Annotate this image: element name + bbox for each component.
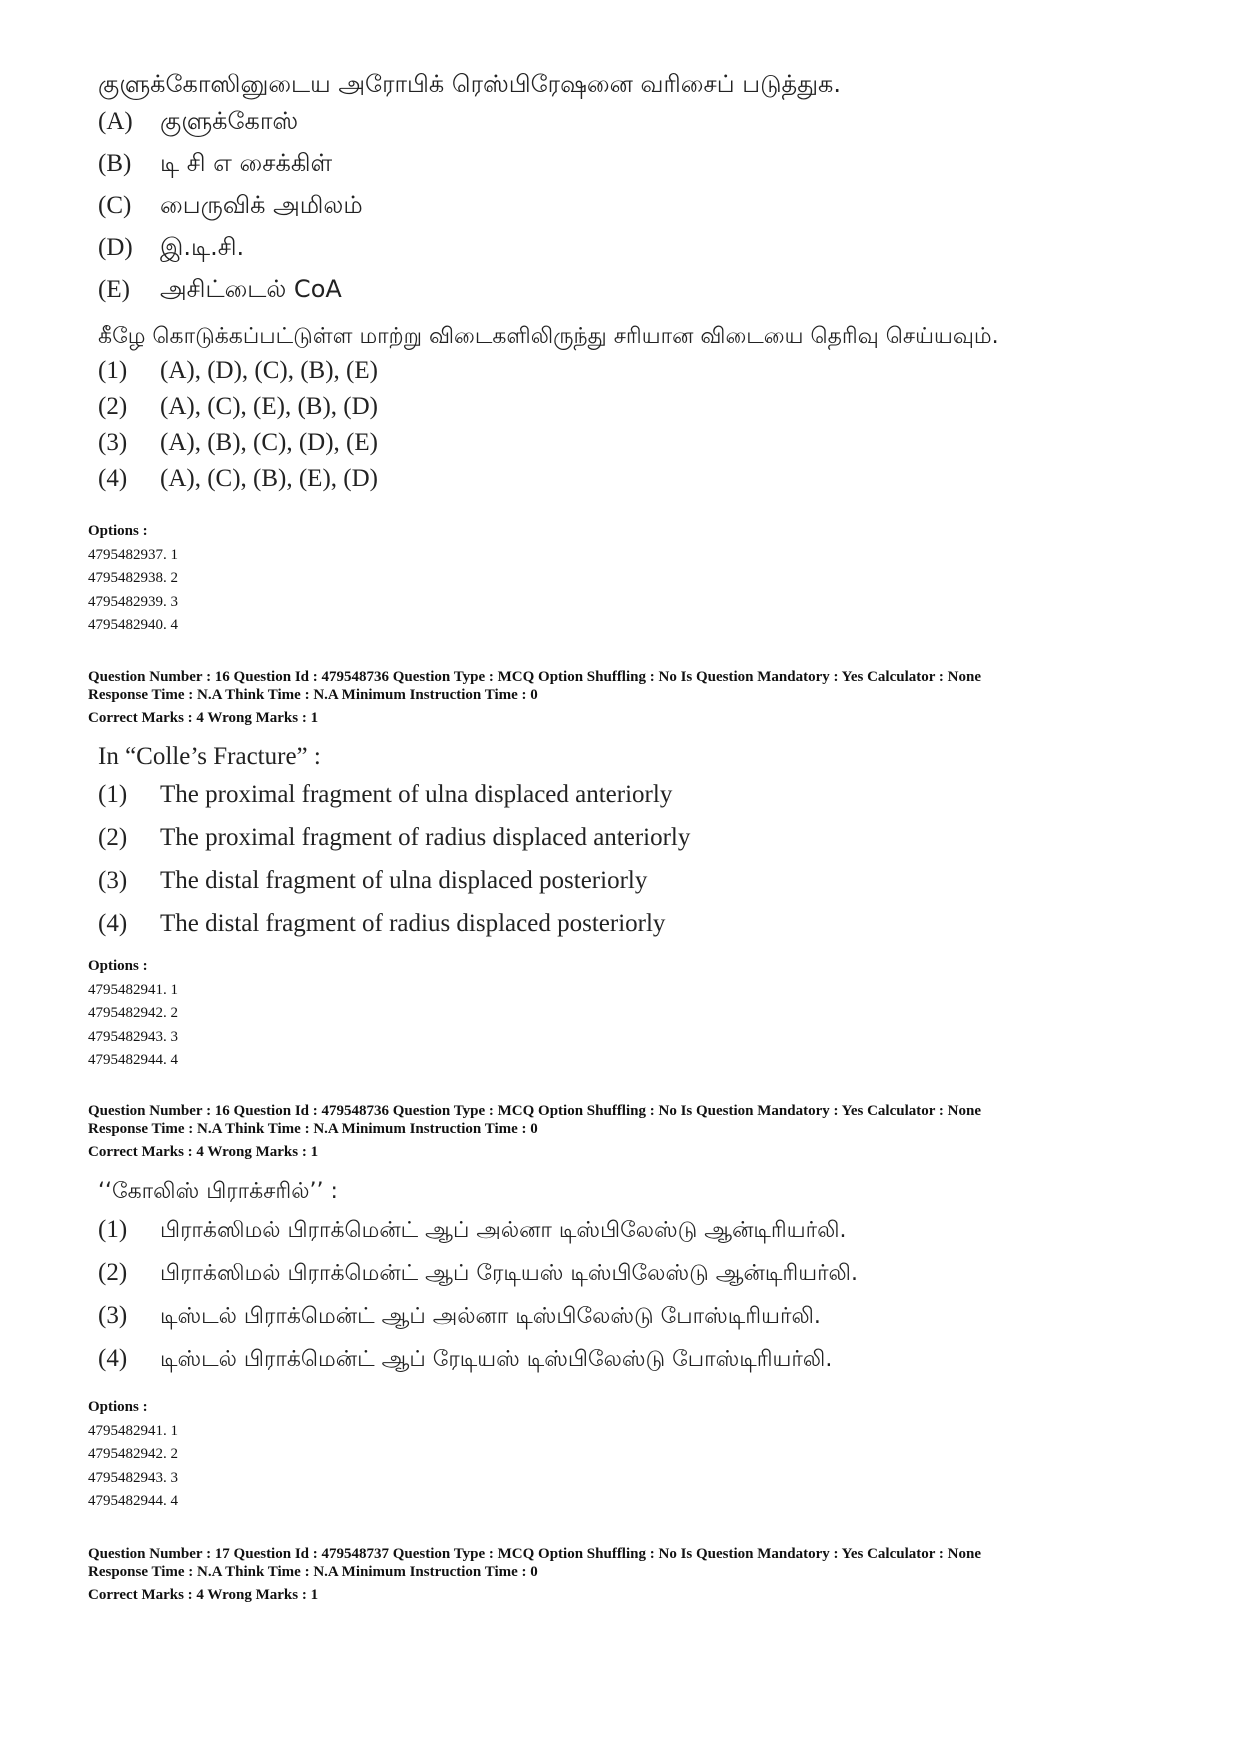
item-text: டி சி எ சைக்கிள் — [160, 149, 333, 177]
marks-info-line: Correct Marks : 4 Wrong Marks : 1 — [88, 1587, 319, 1603]
answer-choice — [98, 357, 1178, 393]
choice-label: (2) — [98, 1259, 128, 1286]
item-label: (E) — [98, 276, 130, 303]
answer-choice — [98, 1216, 1178, 1259]
choice-label: (1) — [98, 781, 128, 808]
choice-text: பிராக்ஸிமல் பிராக்மென்ட் ஆப் அல்னா டிஸ்பிலேஸ்டு ஆன்டிரியர்லி. — [160, 1218, 847, 1243]
option-id: 4795482944. 4 — [88, 1052, 178, 1068]
option-id: 4795482943. 3 — [88, 1028, 178, 1045]
sequence-item — [98, 191, 1178, 233]
question-meta — [88, 1545, 981, 1604]
choice-text: பிராக்ஸிமல் பிராக்மென்ட் ஆப் ரேடியஸ் டிஸ்பிலேஸ்டு ஆன்டிரியர்லி. — [160, 1261, 858, 1286]
question-meta — [88, 1102, 981, 1161]
item-label: (D) — [98, 234, 133, 261]
options-list — [88, 955, 178, 1073]
answer-choice — [98, 781, 1098, 824]
answer-choice — [98, 1345, 1178, 1388]
choice-text: டிஸ்டல் பிராக்மென்ட் ஆப் ரேடியஸ் டிஸ்பிலேஸ்டு போஸ்டிரியர்லி. — [160, 1347, 833, 1372]
question-meta — [88, 668, 981, 727]
choice-text: The proximal fragment of ulna displaced anteriorly — [160, 781, 673, 808]
answer-choice — [98, 910, 1098, 953]
answer-choice — [98, 465, 1178, 501]
option-id: 4795482941. 1 — [88, 981, 178, 998]
choice-text: (A), (D), (C), (B), (E) — [160, 357, 378, 384]
choice-label: (1) — [98, 1216, 128, 1243]
options-list — [88, 1396, 178, 1514]
answer-choice — [98, 867, 1098, 910]
question-info-line: Question Number : 16 Question Id : 479548736 Question Type : MCQ Option Shuffling : No Is Question Mandatory : Yes Calculator : None — [88, 669, 981, 685]
question-16-tamil-image — [98, 1172, 1178, 1388]
question-info-line: Question Number : 17 Question Id : 479548737 Question Type : MCQ Option Shuffling : No Is Question Mandatory : Yes Calculator : None — [88, 1546, 981, 1562]
choice-text: (A), (C), (E), (B), (D) — [160, 393, 378, 420]
item-label: (C) — [98, 192, 132, 219]
choice-label: (4) — [98, 465, 128, 492]
choice-label: (1) — [98, 357, 128, 384]
question-info-line: Question Number : 16 Question Id : 479548736 Question Type : MCQ Option Shuffling : No Is Question Mandatory : Yes Calculator : None — [88, 1103, 981, 1119]
timing-info-line: Response Time : N.A Think Time : N.A Minimum Instruction Time : 0 — [88, 1121, 538, 1137]
answer-choice — [98, 824, 1098, 867]
choice-label: (2) — [98, 824, 128, 851]
question-stem: குளுக்கோஸினுடைய அரோபிக் ரெஸ்பிரேஷனை வரிசைப் படுத்துக. — [98, 70, 841, 98]
option-id: 4795482941. 1 — [88, 1422, 178, 1439]
marks-info-line: Correct Marks : 4 Wrong Marks : 1 — [88, 1144, 319, 1160]
question-instruction: கீழே கொடுக்கப்பட்டுள்ள மாற்று விடைகளிலிருந்து சரியான விடையை தெரிவு செய்யவும். — [98, 324, 999, 349]
answer-choice — [98, 393, 1178, 429]
choice-label: (3) — [98, 429, 128, 456]
item-text: குளுக்கோஸ் — [160, 107, 299, 135]
timing-info-line: Response Time : N.A Think Time : N.A Minimum Instruction Time : 0 — [88, 687, 538, 703]
answer-choice — [98, 1259, 1178, 1302]
option-id: 4795482937. 1 — [88, 546, 178, 563]
option-id: 4795482943. 3 — [88, 1469, 178, 1486]
option-id: 4795482942. 2 — [88, 1005, 178, 1021]
choice-text: The distal fragment of radius displaced posteriorly — [160, 910, 666, 937]
item-label: (A) — [98, 108, 133, 135]
choice-text: The proximal fragment of radius displaced anteriorly — [160, 824, 691, 851]
option-id: 4795482944. 4 — [88, 1493, 178, 1509]
item-text: இ.டி.சி. — [160, 233, 245, 261]
question-15-image — [98, 64, 1178, 501]
timing-info-line: Response Time : N.A Think Time : N.A Minimum Instruction Time : 0 — [88, 1564, 538, 1580]
options-heading: Options : — [88, 958, 148, 974]
item-text: அசிட்டைல் CoA — [160, 275, 342, 303]
marks-info-line: Correct Marks : 4 Wrong Marks : 1 — [88, 710, 319, 726]
answer-choice — [98, 1302, 1178, 1345]
option-id: 4795482939. 3 — [88, 593, 178, 610]
options-heading: Options : — [88, 1399, 148, 1415]
question-stem: In “Colle’s Fracture” : — [98, 743, 321, 770]
option-id: 4795482940. 4 — [88, 617, 178, 633]
choice-text: டிஸ்டல் பிராக்மென்ட் ஆப் அல்னா டிஸ்பிலேஸ்டு போஸ்டிரியர்லி. — [160, 1304, 821, 1329]
options-heading: Options : — [88, 523, 148, 539]
choice-label: (3) — [98, 1302, 128, 1329]
options-list — [88, 520, 178, 638]
choice-text: (A), (C), (B), (E), (D) — [160, 465, 378, 492]
choice-label: (3) — [98, 867, 128, 894]
choice-label: (4) — [98, 1345, 128, 1372]
choice-label: (4) — [98, 910, 128, 937]
question-stem: ‘‘கோலிஸ் பிராக்சரில்’’ : — [98, 1179, 338, 1204]
question-16-image — [98, 737, 1098, 953]
sequence-item — [98, 275, 1178, 317]
choice-label: (2) — [98, 393, 128, 420]
option-id: 4795482938. 2 — [88, 570, 178, 586]
item-text: பைருவிக் அமிலம் — [160, 191, 363, 219]
answer-choice — [98, 429, 1178, 465]
sequence-item — [98, 233, 1178, 275]
item-label: (B) — [98, 150, 132, 177]
choice-text: (A), (B), (C), (D), (E) — [160, 429, 378, 456]
option-id: 4795482942. 2 — [88, 1446, 178, 1462]
choice-text: The distal fragment of ulna displaced posteriorly — [160, 867, 648, 894]
sequence-item — [98, 149, 1178, 191]
sequence-item — [98, 107, 1178, 149]
